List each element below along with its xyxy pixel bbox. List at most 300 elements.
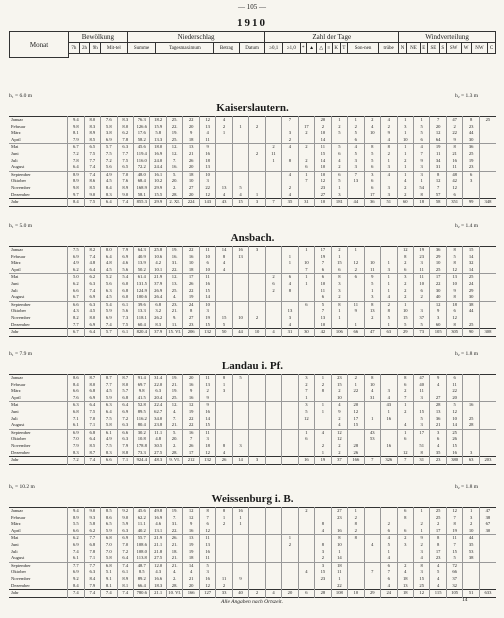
value-cell: 380 <box>446 457 462 465</box>
value-cell: 29.9 <box>150 185 166 192</box>
value-cell: 10.1 <box>150 267 166 274</box>
value-cell: 4 <box>397 569 413 576</box>
value-cell <box>463 382 479 389</box>
value-cell <box>216 178 232 185</box>
value-cell <box>282 402 298 409</box>
table-row <box>9 429 496 436</box>
value-cell: 6.4 <box>84 267 100 274</box>
value-cell: 26.4 <box>150 294 166 301</box>
value-cell <box>479 158 496 165</box>
value-cell: 7 <box>348 171 364 178</box>
value-cell: 15.9 <box>150 124 166 131</box>
value-cell: 99 <box>463 199 479 207</box>
value-cell <box>265 429 281 436</box>
value-cell: 25 <box>463 416 479 423</box>
value-cell: 9 <box>331 409 347 416</box>
value-cell: 14 <box>315 158 331 165</box>
value-cell: 11 <box>413 274 429 281</box>
value-cell: 7 <box>430 117 446 124</box>
value-cell: 10 <box>232 315 248 322</box>
value-cell: 4 <box>397 178 413 185</box>
value-cell: 105 <box>430 329 446 337</box>
value-cell: 16 <box>199 576 215 583</box>
value-cell <box>463 583 479 590</box>
value-cell: 8 <box>430 171 446 178</box>
value-cell: 6.3 <box>117 144 133 151</box>
station-table <box>9 374 496 465</box>
value-cell <box>265 322 281 329</box>
value-cell: 8 <box>430 535 446 542</box>
value-cell: 8.2 <box>84 247 100 254</box>
value-cell <box>232 308 248 315</box>
value-cell: 31 <box>364 395 380 402</box>
month-cell: März <box>11 260 21 266</box>
value-cell: 7 <box>397 395 413 402</box>
value-cell: 2 <box>331 164 347 171</box>
value-cell: 18 <box>183 137 199 144</box>
value-cell: 4 <box>216 192 232 199</box>
value-cell: 168.9 <box>134 185 150 192</box>
value-cell: 19 <box>183 294 199 301</box>
value-cell: 9. <box>166 315 182 322</box>
value-cell: 52.8 <box>134 402 150 409</box>
header-subcol: S <box>439 43 446 54</box>
value-cell <box>381 436 397 443</box>
value-cell <box>249 402 265 409</box>
value-cell: 19. <box>166 508 182 515</box>
value-cell: 8 <box>348 535 364 542</box>
value-cell: 12 <box>348 260 364 267</box>
header-subcol: * <box>300 43 306 54</box>
value-cell <box>232 164 248 171</box>
value-cell <box>216 562 232 569</box>
month-cell: Oktober <box>11 178 27 184</box>
value-cell: 2 <box>397 535 413 542</box>
value-cell: 8 <box>315 542 331 549</box>
value-cell: 3 <box>381 185 397 192</box>
value-cell <box>249 508 265 515</box>
value-cell <box>232 117 248 124</box>
value-cell: 3 <box>331 288 347 295</box>
value-cell: 6.2 <box>84 274 100 281</box>
value-cell: 17 <box>183 450 199 457</box>
value-cell: 8.1 <box>101 583 117 590</box>
value-cell <box>282 164 298 171</box>
value-cell: 7.5 <box>84 409 100 416</box>
value-cell: 2 <box>216 521 232 528</box>
value-cell: 1 <box>397 402 413 409</box>
value-cell <box>298 576 314 583</box>
value-cell: 7.0 <box>68 436 84 443</box>
value-cell: 4 <box>183 569 199 576</box>
value-cell: 16. <box>166 254 182 261</box>
table-row <box>9 402 496 409</box>
value-cell: 3.8 <box>101 130 117 137</box>
value-cell: 26.2 <box>150 315 166 322</box>
table-row <box>9 395 496 402</box>
value-cell <box>249 274 265 281</box>
value-cell <box>479 562 496 569</box>
value-cell: 40 <box>413 382 429 389</box>
value-cell: 1 <box>249 192 265 199</box>
value-cell <box>249 117 265 124</box>
value-cell: 16 <box>232 508 248 515</box>
value-cell: 5.6 <box>117 267 133 274</box>
value-cell <box>364 254 380 261</box>
value-cell: 8.0 <box>84 117 100 124</box>
value-cell: 8 <box>381 308 397 315</box>
value-cell: 20 <box>348 402 364 409</box>
value-cell: 6.7 <box>68 329 84 337</box>
value-cell: 2 <box>381 124 397 131</box>
value-cell: 31. <box>166 260 182 267</box>
value-cell: 23 <box>430 555 446 562</box>
value-cell: 8 <box>463 117 479 124</box>
value-cell <box>479 151 496 158</box>
value-cell <box>249 185 265 192</box>
value-cell: 14 <box>199 416 215 423</box>
value-cell: 6.8 <box>84 542 100 549</box>
value-cell: 8 <box>331 535 347 542</box>
value-cell <box>249 164 265 171</box>
value-cell <box>265 515 281 522</box>
value-cell: 40.9 <box>134 254 150 261</box>
value-cell <box>265 569 281 576</box>
value-cell: 38 <box>479 515 496 522</box>
value-cell <box>249 409 265 416</box>
value-cell: 16 <box>199 409 215 416</box>
value-cell <box>265 301 281 308</box>
value-cell: 58 <box>430 199 446 207</box>
value-cell: 27 <box>183 315 199 322</box>
value-cell: 6 <box>331 151 347 158</box>
value-cell: 1 <box>463 508 479 515</box>
value-cell: 3 <box>397 542 413 549</box>
value-cell <box>413 436 429 443</box>
value-cell: 5 <box>397 322 413 329</box>
value-cell: 53 <box>364 436 380 443</box>
value-cell <box>282 416 298 423</box>
value-cell: 6.4 <box>101 409 117 416</box>
value-cell: 55.7 <box>134 535 150 542</box>
value-cell: 2 <box>397 281 413 288</box>
value-cell: 7.1 <box>68 416 84 423</box>
value-cell: 12 <box>199 583 215 590</box>
value-cell <box>331 137 347 144</box>
value-cell: 48.7 <box>134 562 150 569</box>
value-cell: 1 <box>216 130 232 137</box>
value-cell: 10 <box>298 260 314 267</box>
value-cell: 26 <box>348 450 364 457</box>
month-cell: April <box>11 136 21 142</box>
value-cell <box>249 294 265 301</box>
value-cell: 1 <box>282 260 298 267</box>
value-cell: 7.7 <box>101 382 117 389</box>
value-cell: 14 <box>446 422 462 429</box>
value-cell: 14 <box>232 457 248 465</box>
value-cell: 11 <box>265 151 281 158</box>
value-cell <box>282 247 298 254</box>
value-cell <box>216 274 232 281</box>
value-cell: 27.5 <box>150 555 166 562</box>
value-cell: 8.8 <box>117 450 133 457</box>
value-cell: 2 <box>331 450 347 457</box>
value-cell: 15 <box>199 422 215 429</box>
value-cell <box>479 443 496 450</box>
value-cell: 126.6 <box>134 124 150 131</box>
value-cell <box>249 521 265 528</box>
value-cell: 1 <box>315 375 331 382</box>
value-cell <box>216 301 232 308</box>
value-cell: 5.4 <box>117 274 133 281</box>
station-height-right: h₂ = 1.4 m <box>454 223 478 229</box>
value-cell <box>216 151 232 158</box>
value-cell: 3 <box>430 315 446 322</box>
value-cell: 780.6 <box>134 590 150 598</box>
value-cell <box>282 422 298 429</box>
value-cell: 4 <box>199 130 215 137</box>
table-row <box>9 450 496 457</box>
month-cell: November <box>11 442 31 448</box>
header-monat: Monat <box>10 32 69 58</box>
value-cell <box>282 508 298 515</box>
table-row <box>9 260 496 267</box>
value-cell <box>249 267 265 274</box>
month-cell: November <box>11 184 31 190</box>
value-cell <box>479 535 496 542</box>
station-table <box>9 507 496 598</box>
month-cell: Jahr <box>9 199 68 207</box>
value-cell <box>216 158 232 165</box>
value-cell: 9.0 <box>84 508 100 515</box>
month-cell: Februar <box>11 123 26 129</box>
value-cell <box>216 395 232 402</box>
value-cell: 2 <box>397 409 413 416</box>
value-cell: 19 <box>463 158 479 165</box>
value-cell: 1 <box>413 528 429 535</box>
value-cell: 3 <box>364 171 380 178</box>
value-cell: 4 <box>413 555 429 562</box>
value-cell: 7.1 <box>84 422 100 429</box>
value-cell: 6 <box>298 590 314 598</box>
value-cell: 15. VI. <box>166 329 182 337</box>
value-cell: 27 <box>331 508 347 515</box>
value-cell: 50.2 <box>134 267 150 274</box>
value-cell: 10 <box>463 528 479 535</box>
value-cell: 7.2 <box>117 416 133 423</box>
value-cell: 6.5 <box>117 164 133 171</box>
value-cell: 18.3 <box>150 583 166 590</box>
value-cell: 19. <box>166 375 182 382</box>
value-cell: 6 <box>282 274 298 281</box>
value-cell: 2 <box>397 260 413 267</box>
value-cell: 13 <box>199 124 215 131</box>
value-cell: 18 <box>397 590 413 598</box>
value-cell: 25. <box>166 117 182 124</box>
value-cell: 4 <box>364 542 380 549</box>
value-cell: 14 <box>183 562 199 569</box>
value-cell: 2 <box>249 124 265 131</box>
value-cell: 26. <box>166 535 182 542</box>
value-cell: 6 <box>364 185 380 192</box>
value-cell <box>364 422 380 429</box>
station-block <box>9 484 496 598</box>
value-cell <box>249 382 265 389</box>
value-cell: 4.5 <box>101 178 117 185</box>
value-cell: 108.6 <box>134 542 150 549</box>
value-cell <box>331 322 347 329</box>
value-cell: 6.6 <box>68 301 84 308</box>
value-cell: 1 <box>381 322 397 329</box>
value-cell: 1 <box>413 178 429 185</box>
value-cell: 5 <box>199 562 215 569</box>
value-cell: 15 <box>413 576 429 583</box>
value-cell <box>381 382 397 389</box>
value-cell: 4 <box>430 382 446 389</box>
table-row <box>9 192 496 199</box>
value-cell <box>216 542 232 549</box>
value-cell <box>265 521 281 528</box>
value-cell: 2 <box>265 288 281 295</box>
value-cell: 118.1 <box>134 315 150 322</box>
value-cell: 6 <box>397 508 413 515</box>
value-cell: 4.6 <box>117 260 133 267</box>
value-cell: 10 <box>199 254 215 261</box>
value-cell: 16.1 <box>150 171 166 178</box>
value-cell: 6.1 <box>101 429 117 436</box>
month-cell: Oktober <box>11 436 27 442</box>
value-cell: 10 <box>315 199 331 207</box>
value-cell: 16 <box>446 450 462 457</box>
value-cell <box>249 450 265 457</box>
value-cell <box>249 322 265 329</box>
table-row <box>9 124 496 131</box>
month-cell: Dezember <box>11 321 30 327</box>
value-cell <box>216 555 232 562</box>
value-cell: 5.6 <box>117 308 133 315</box>
value-cell <box>282 429 298 436</box>
value-cell <box>479 583 496 590</box>
value-cell: 12 <box>298 416 314 423</box>
station-name: Landau i. Pf. <box>221 360 284 372</box>
value-cell: 348 <box>479 199 496 207</box>
value-cell <box>315 416 331 423</box>
value-cell: 2 <box>397 388 413 395</box>
value-cell: 10.6 <box>150 254 166 261</box>
value-cell: 8 <box>216 254 232 261</box>
value-cell: 30.5 <box>150 443 166 450</box>
table-row <box>9 301 496 308</box>
value-cell: 15 <box>315 151 331 158</box>
year-title: 1910 <box>237 17 267 29</box>
value-cell <box>265 402 281 409</box>
value-cell <box>249 254 265 261</box>
value-cell <box>381 450 397 457</box>
value-cell: 10.8 <box>134 436 150 443</box>
value-cell: 3 <box>232 443 248 450</box>
value-cell: 9.8 <box>134 388 150 395</box>
value-cell <box>249 542 265 549</box>
value-cell: 4 <box>216 117 232 124</box>
table-row <box>9 144 496 151</box>
value-cell: 15 <box>331 382 347 389</box>
value-cell: 4 <box>265 329 281 337</box>
value-cell: 6.7 <box>68 294 84 301</box>
station-name: Ansbach. <box>230 232 275 244</box>
value-cell: 22 <box>430 281 446 288</box>
header-subcol: Tagesmaximum <box>156 43 214 54</box>
page-number: — 105 — <box>238 3 266 11</box>
value-cell <box>232 260 248 267</box>
value-cell: 16 <box>199 549 215 556</box>
value-cell: 11 <box>315 144 331 151</box>
value-cell <box>232 402 248 409</box>
value-cell <box>265 436 281 443</box>
value-cell: 143 <box>199 199 215 207</box>
value-cell <box>298 528 314 535</box>
value-cell: 20 <box>183 164 199 171</box>
value-cell: 12 <box>446 508 462 515</box>
value-cell: 18 <box>397 576 413 583</box>
value-cell: 35 <box>282 199 298 207</box>
value-cell <box>479 254 496 261</box>
value-cell: 10 <box>315 171 331 178</box>
value-cell: 5.5 <box>68 521 84 528</box>
value-cell: 8.4 <box>84 576 100 583</box>
value-cell: 4 <box>430 443 446 450</box>
value-cell <box>381 422 397 429</box>
value-cell: 9 <box>413 535 429 542</box>
table-row <box>9 388 496 395</box>
station-table <box>9 246 496 337</box>
value-cell <box>364 535 380 542</box>
value-cell: 8 <box>282 158 298 165</box>
value-cell: 7.0 <box>117 171 133 178</box>
value-cell: 1 <box>232 124 248 131</box>
value-cell <box>298 583 314 590</box>
value-cell: 6 <box>348 274 364 281</box>
value-cell <box>381 247 397 254</box>
value-cell: 60.4 <box>134 322 150 329</box>
value-cell: 5.7 <box>101 144 117 151</box>
value-cell: 11 <box>199 274 215 281</box>
value-cell: 8.3 <box>68 450 84 457</box>
value-cell <box>232 178 248 185</box>
header-subcol: ≡ <box>325 43 332 54</box>
value-cell: 35 <box>463 542 479 549</box>
value-cell: 6.4 <box>84 436 100 443</box>
value-cell: 8.6 <box>68 375 84 382</box>
value-cell <box>232 450 248 457</box>
value-cell <box>265 549 281 556</box>
value-cell: 23 <box>430 457 446 465</box>
value-cell <box>463 562 479 569</box>
value-cell <box>216 164 232 171</box>
header-subcol: Summe <box>127 43 156 54</box>
value-cell: 1 <box>397 429 413 436</box>
value-cell: 10 <box>315 164 331 171</box>
value-cell <box>364 409 380 416</box>
value-cell: 11 <box>430 151 446 158</box>
value-cell <box>232 322 248 329</box>
value-cell: 6.6 <box>117 429 133 436</box>
value-cell <box>249 555 265 562</box>
value-cell <box>479 549 496 556</box>
value-cell: 4.5 <box>101 267 117 274</box>
value-cell <box>298 515 314 522</box>
value-cell: 1 <box>331 549 347 556</box>
value-cell: 7.4 <box>84 164 100 171</box>
